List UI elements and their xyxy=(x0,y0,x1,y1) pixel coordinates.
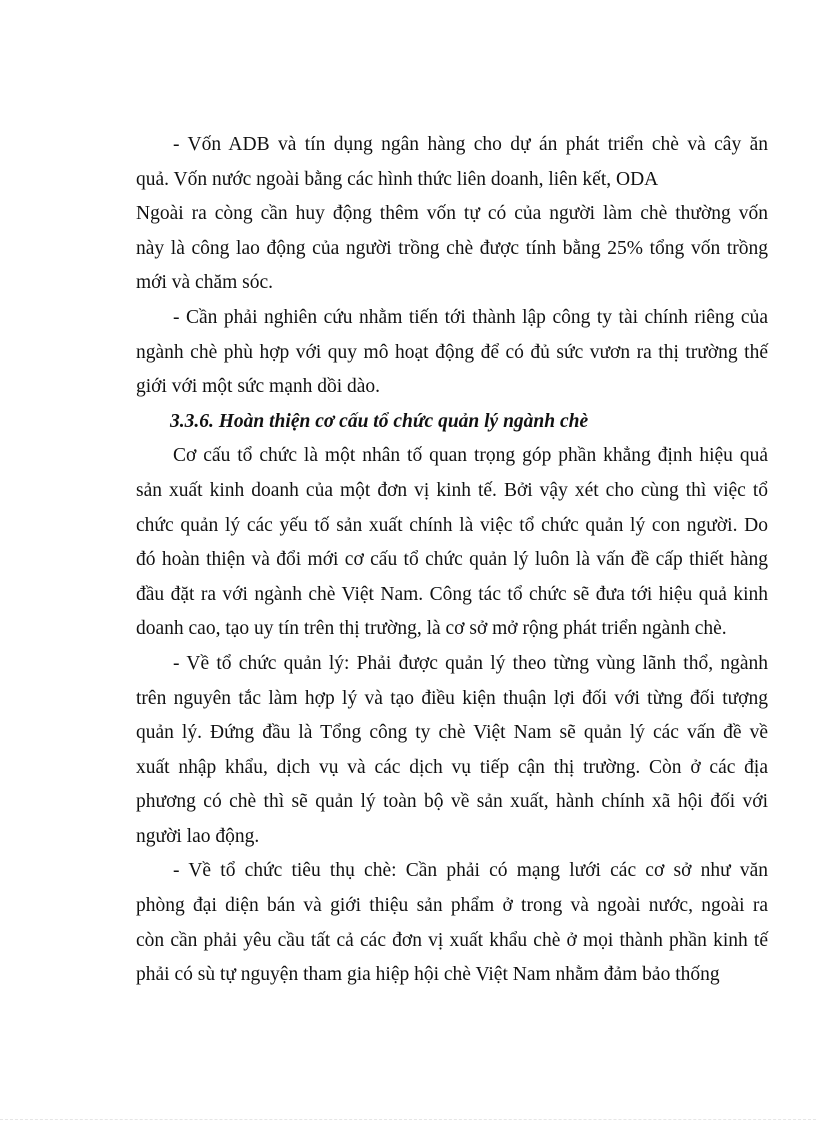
paragraph-line: - Về tổ chức tiêu thụ chè: Cần phải có mạng lưới các cơ sở như văn xyxy=(173,860,768,882)
paragraph-line: người lao động. xyxy=(136,825,260,847)
paragraph-line: này là công lao động của người trồng chè được tính bằng 25% tổng vốn trồng xyxy=(136,237,768,259)
paragraph-line: quả. Vốn nước ngoài bằng các hình thức liên doanh, liên kết, ODA xyxy=(136,168,659,190)
paragraph-line: đó hoàn thiện và đổi mới cơ cấu tổ chức quản lý luôn là vấn đề cấp thiết hàng xyxy=(136,549,768,571)
paragraph-line: ngành chè phù hợp với quy mô hoạt động để có đủ sức vươn ra thị trường thế xyxy=(136,341,768,363)
paragraph-line: - Về tổ chức quản lý: Phải được quản lý theo từng vùng lãnh thổ, ngành xyxy=(173,652,768,674)
paragraph-line: xuất nhập khẩu, dịch vụ và các dịch vụ tiếp cận thị trường. Còn ở các địa xyxy=(136,756,768,778)
paragraph-line: phải có sù tự nguyện tham gia hiệp hội chè Việt Nam nhằm đảm bảo thống xyxy=(136,964,720,986)
paragraph-line: chức quản lý các yếu tố sản xuất chính là việc tổ chức quản lý con người. Do xyxy=(136,514,768,536)
paragraph-line: trên nguyên tắc làm hợp lý và tạo điều kiện thuận lợi đối với từng đối tượng xyxy=(136,687,768,709)
paragraph-line: phòng đại diện bán và giới thiệu sản phẩm ở trong và ngoài nước, ngoài ra xyxy=(136,895,768,917)
paragraph-line: - Cần phải nghiên cứu nhằm tiến tới thành lập công ty tài chính riêng của xyxy=(173,306,768,328)
section-heading: 3.3.6. Hoàn thiện cơ cấu tổ chức quản lý ngành chè xyxy=(170,410,589,432)
paragraph-line: còn cần phải yêu cầu tất cả các đơn vị xuất khẩu chè ở mọi thành phần kinh tế xyxy=(136,929,768,951)
document-body xyxy=(136,128,768,993)
paragraph-line: mới và chăm sóc. xyxy=(136,272,274,294)
paragraph-line: Cơ cấu tổ chức là một nhân tố quan trọng góp phần khẳng định hiệu quả xyxy=(173,445,768,467)
paragraph-line: đầu đặt ra với ngành chè Việt Nam. Công tác tổ chức sẽ đưa tới hiệu quả kinh xyxy=(136,583,768,605)
paragraph-line: doanh cao, tạo uy tín trên thị trường, là cơ sở mở rộng phát triển ngành chè. xyxy=(136,618,727,640)
paragraph-line: quản lý. Đứng đầu là Tổng công ty chè Việt Nam sẽ quản lý các vấn đề về xyxy=(136,722,768,744)
paragraph-line: giới với một sức mạnh dồi dào. xyxy=(136,376,381,398)
paragraph-line: sản xuất kinh doanh của một đơn vị kinh tế. Bởi vậy xét cho cùng thì việc tổ xyxy=(136,479,768,501)
paragraph-line: - Vốn ADB và tín dụng ngân hàng cho dự án phát triển chè và cây ăn xyxy=(173,134,768,155)
page-bottom-divider xyxy=(0,1119,816,1120)
paragraph-line: Ngoài ra còng cần huy động thêm vốn tự có của người làm chè thường vốn xyxy=(136,203,768,225)
paragraph-line: phương có chè thì sẽ quản lý toàn bộ về sản xuất, hành chính xã hội đối với xyxy=(136,791,768,813)
